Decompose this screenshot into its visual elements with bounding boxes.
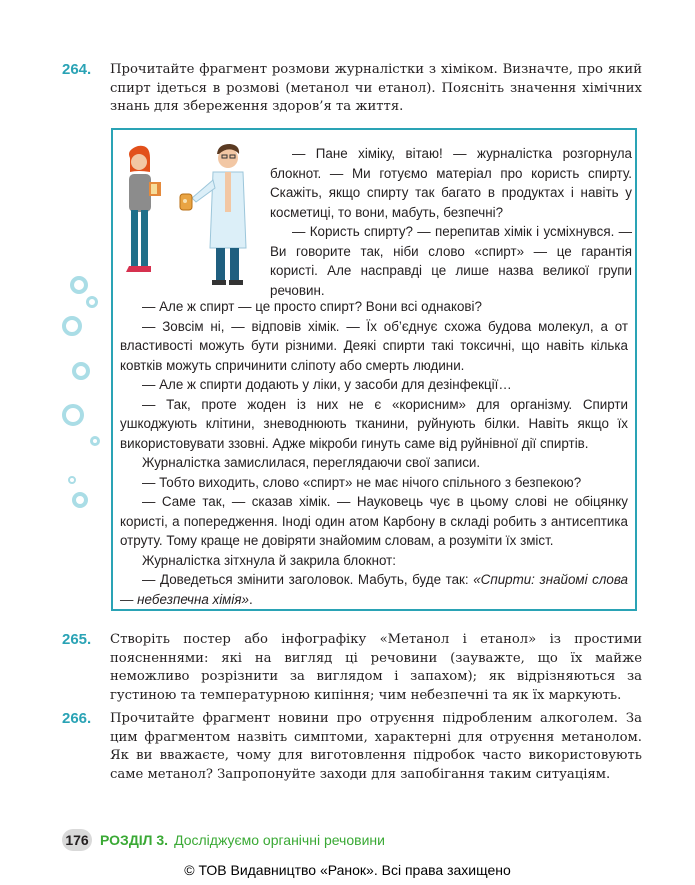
task-266 xyxy=(62,710,642,784)
dialog-final-text: — Доведеться змінити заголовок. Мабуть, буде так: xyxy=(142,572,474,587)
dialog-line: — Зовсім ні, — відповів хімік. — Їх об’єднує схожа будова молекул, а от властивості можуть бути різними. Деякі спирти такі токсичні, що навіть кілька ковтків можуть спричинити сліпоту або смерть людини. xyxy=(120,318,628,373)
dialog-final-line xyxy=(120,570,628,609)
task-text: Створіть постер або інфографіку «Метанол і етанол» із простими поясненнями: які на вигляд ці речовини (зауважте, що їх майже неможливо розрізнити за виглядом і запахом); як відрізняються за густиною та температурною кипіння; чим небезпечні та як їх маркують. xyxy=(110,632,642,703)
dialog-final-end: . xyxy=(248,591,253,607)
bubble-icon xyxy=(86,296,98,308)
dialog-top xyxy=(270,144,632,300)
page-number: 176 xyxy=(62,829,92,851)
bubble-icon xyxy=(62,316,82,336)
journalist-figure xyxy=(126,146,161,272)
dialog-line: Журналістка замислилася, переглядаючи свої записи. xyxy=(142,455,481,470)
bubble-icon xyxy=(62,404,84,426)
section-title: Досліджуємо органічні речовини xyxy=(174,832,385,848)
chemist-figure xyxy=(180,144,246,285)
task-text: Прочитайте фрагмент новини про отруєння підробленим алкоголем. За цим фрагментом назвіть симптоми, характерні для отруєння метанолом. Як ви вважаєте, чому для виготовлення підробок часто використовують саме метанол? Запропонуйте заходи для запобігання таким ситуаціям. xyxy=(110,711,642,782)
bubble-icon xyxy=(72,492,88,508)
page-footer xyxy=(62,829,385,851)
dialog-line: — Але ж спирти додають у ліки, у засоби для дезінфекції… xyxy=(142,377,512,392)
task-265 xyxy=(62,631,642,705)
dialog-line: — Саме так, — сказав хімік. — Науковець чує в цьому слові не обіцянку користі, а попередження. Іноді один атом Карбону в складі робить з антисептика отруту. Тому краще не довіряти знайомим словам, а розуміти їх зміст. xyxy=(120,494,628,548)
dialog-line: — Тобто виходить, слово «спирт» не має нічого спільного з безпекою? xyxy=(142,474,582,490)
task-number: 266. xyxy=(62,710,92,727)
task-264 xyxy=(62,61,642,117)
bubble-icon xyxy=(70,276,88,294)
dialog-line: — Пане хіміку, вітаю! — журналістка розгорнула блокнот. — Ми готуємо матеріал про користь спирту. Скажіть, якщо спирту так багато в продуктах і навіть у косметиці, то вони, мабуть, безпечні? xyxy=(270,146,632,220)
task-number: 264. xyxy=(62,61,92,78)
task-number: 265. xyxy=(62,631,92,648)
illustration-journalist-chemist xyxy=(120,140,270,290)
bubble-icon xyxy=(90,436,100,446)
decorative-bubbles xyxy=(62,270,112,520)
dialog-line: — Користь спирту? — перепитав хімік і усміхнувся. — Ви говорите так, ніби слово «спирт» — це гарантія користі. Але насправді це лише назва великої групи речовин. xyxy=(270,224,632,298)
copyright-notice: © ТОВ Видавництво «Ранок». Всі права захищено xyxy=(184,862,511,878)
bubble-icon xyxy=(68,476,76,484)
dialog-line: Журналістка зітхнула й закрила блокнот: xyxy=(142,552,396,568)
task-text: Прочитайте фрагмент розмови журналістки з хіміком. Визначте, про який спирт ідеться в розмові (метанол чи етанол). Поясніть значення хімічних знань для збереження здоров’я та життя. xyxy=(110,62,642,114)
dialog-line: — Так, проте жоден із них не є «корисним» для організму. Спирти ушкоджують клітини, зневоднюють тканини, руйнують білки. Навіть якщо їх використовувати ззовні. Адже мікроби гинуть саме від руйнівної дії спиртів. xyxy=(120,396,628,451)
section-label: РОЗДІЛ 3. xyxy=(100,832,169,848)
bubble-icon xyxy=(72,362,90,380)
dialog-main xyxy=(120,297,628,609)
dialog-final-headline: «Спирти: знайомі слова — небезпечна хімія» xyxy=(120,572,628,607)
dialog-line: — Але ж спирт — це просто спирт? Вони всі однакові? xyxy=(142,299,482,314)
